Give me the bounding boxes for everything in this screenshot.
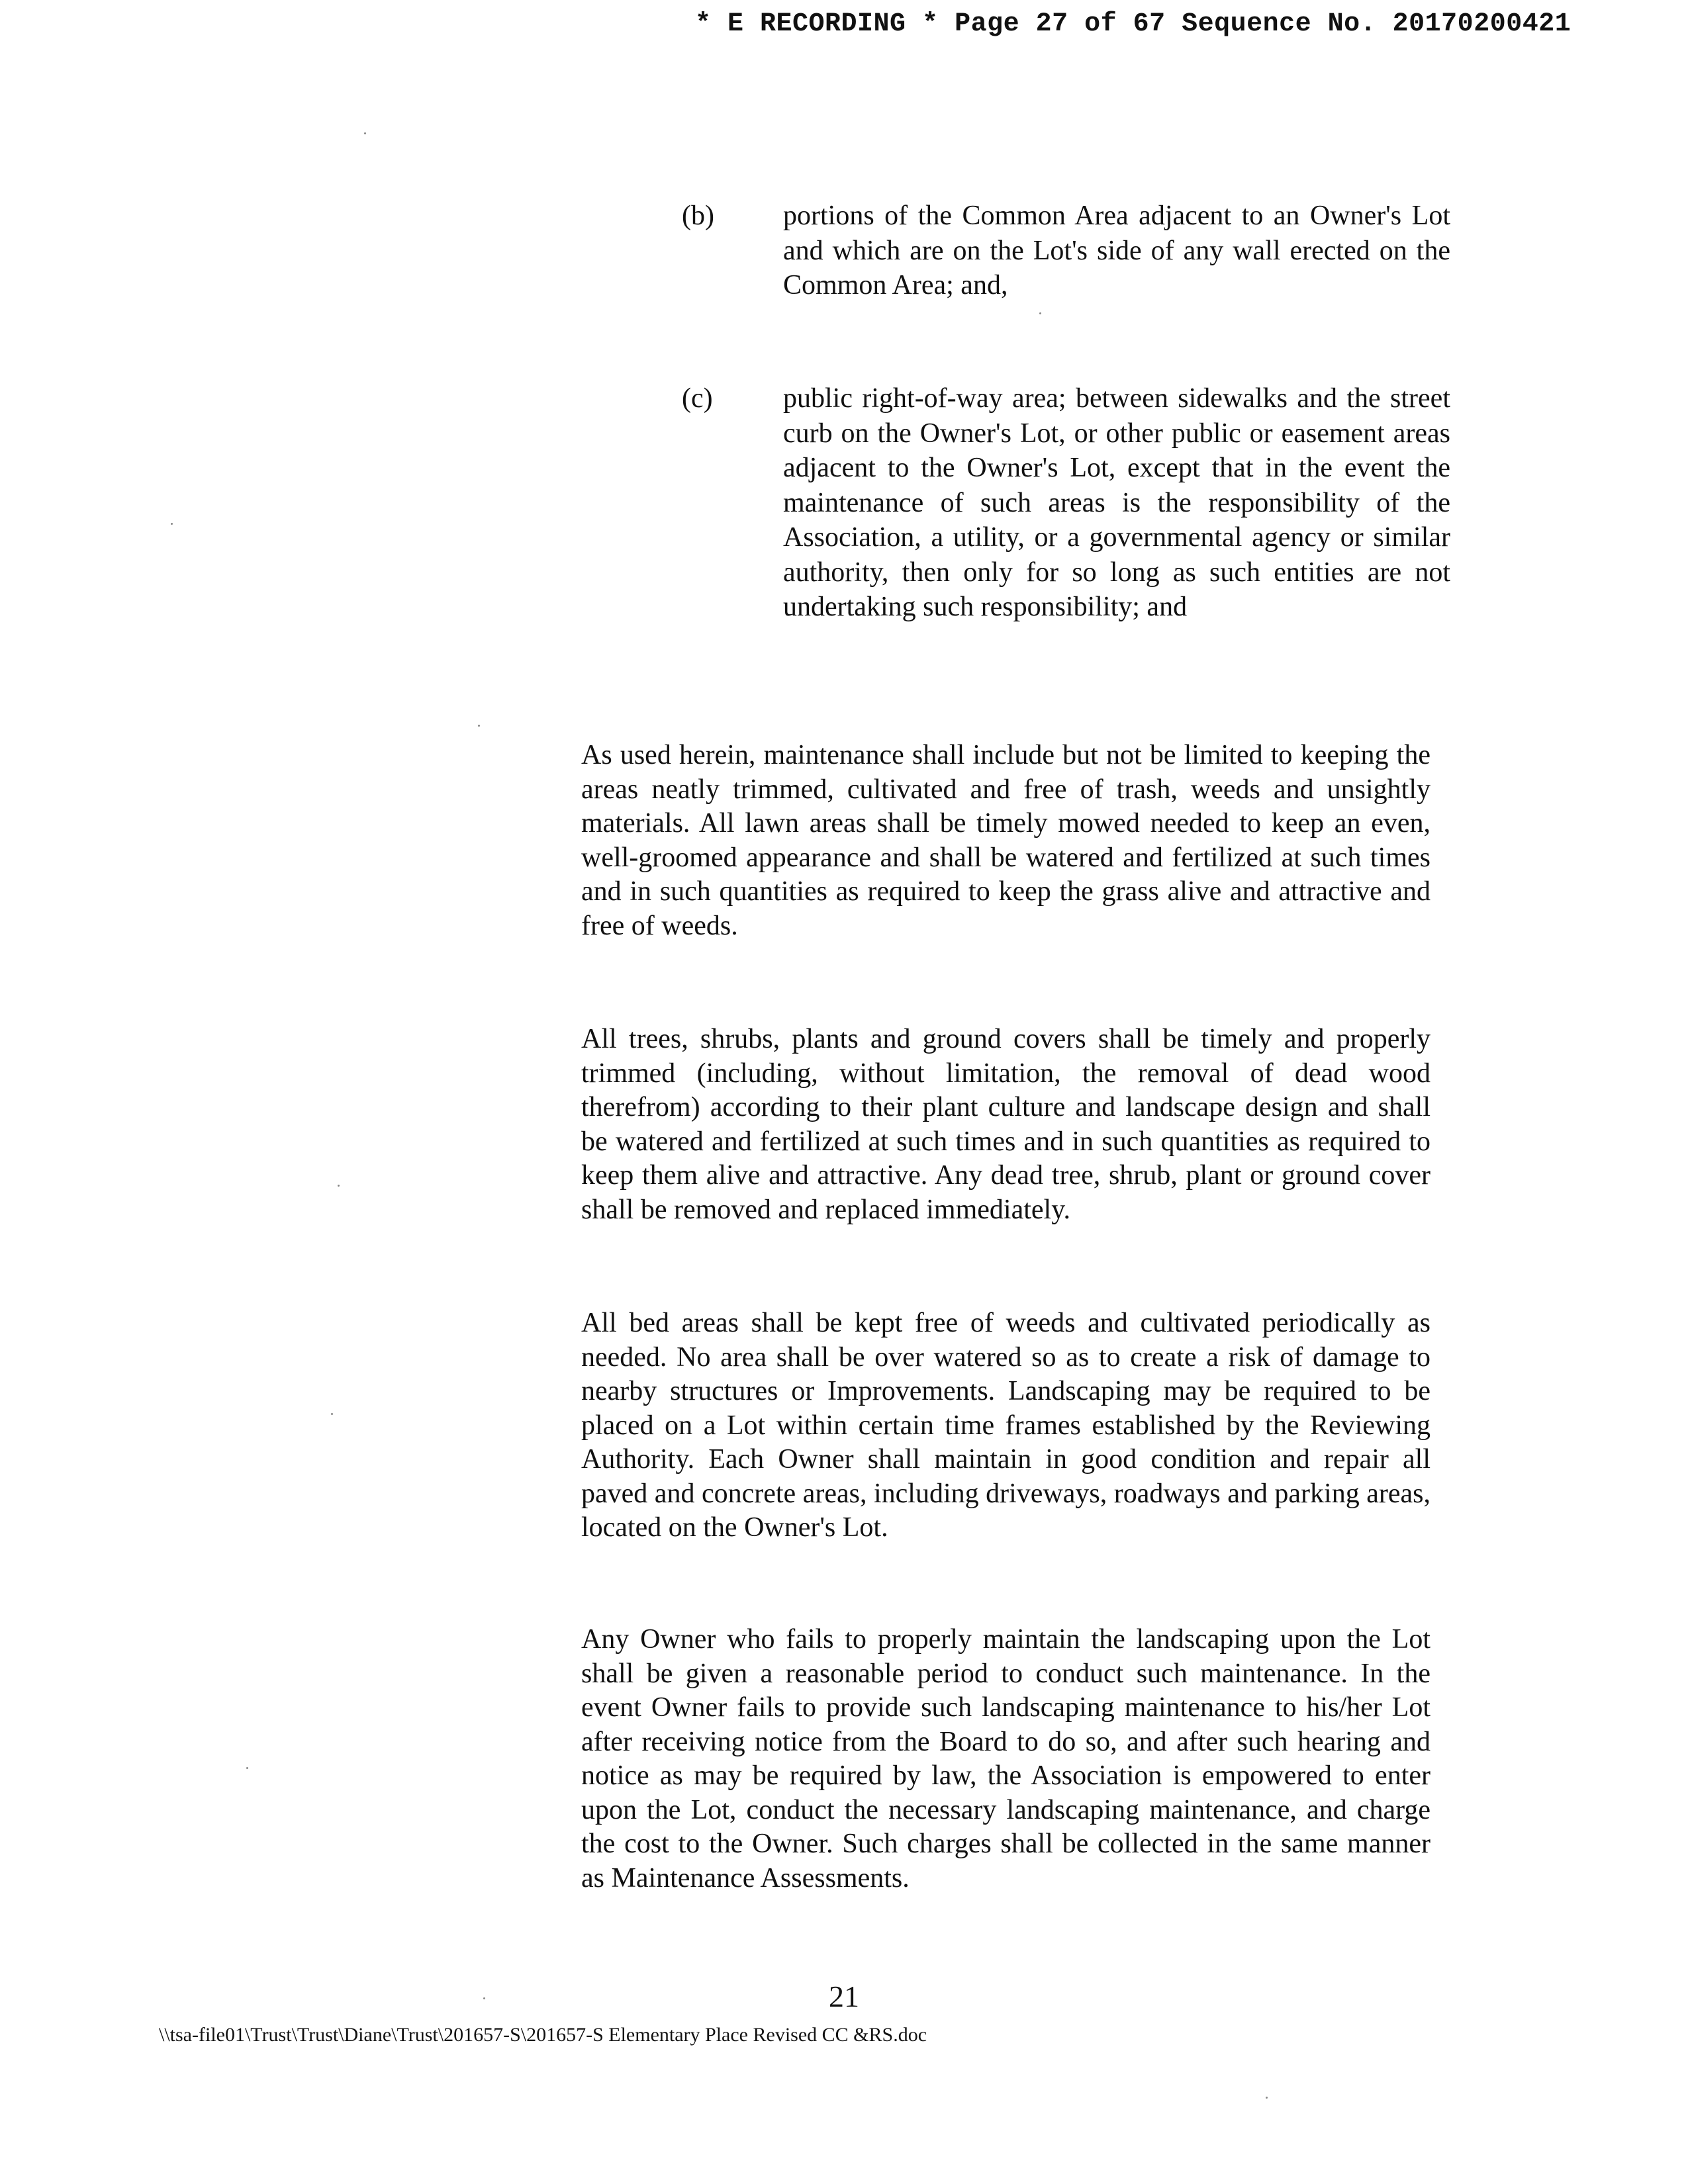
recording-header: * E RECORDING * Page 27 of 67 Sequence No. 20170200421 <box>695 9 1571 39</box>
footer-file-path: \\tsa-file01\Trust\Trust\Diane\Trust\201657-S\201657-S Elementary Place Revised CC &RS.doc <box>159 2024 927 2046</box>
item-label: (c) <box>682 383 713 414</box>
scan-speck <box>1039 312 1041 314</box>
scan-speck <box>478 725 480 727</box>
item-label: (b) <box>682 201 714 231</box>
scan-speck <box>246 1767 248 1769</box>
paragraph-maintenance-definition: As used herein, maintenance shall include but not be limited to keeping the areas neatly trimmed, cultivated and free of trash, weeds and unsightly materials. All lawn areas shall be timely mowed needed to keep an even, well-groomed appearance and shall be watered and fertilized at such times and in such quantities as required to keep the grass alive and attractive and free of weeds. <box>581 740 1430 941</box>
scan-speck <box>331 1413 333 1415</box>
item-text: public right-of-way area; between sidewalks and the street curb on the Owner's Lot, or other public or easement areas adjacent to the Owner's Lot, except that in the event the maintenance of such areas is the responsibility of the Association, a utility, or a governmental agency or similar authority, then only for so long as such entities are not undertaking such responsibility; and <box>783 383 1450 622</box>
paragraph-owner-failure: Any Owner who fails to properly maintain the landscaping upon the Lot shall be given a reasonable period to conduct such maintenance. In the event Owner fails to provide such landscaping maintenance to his/her Lot after receiving notice from the Board to do so, and after such hearing and notice as may be required by law, the Association is empowered to enter upon the Lot, conduct the necessary landscaping maintenance, and charge the cost to the Owner. Such charges shall be collected in the same manner as Maintenance Assessments. <box>581 1624 1430 1893</box>
page-number: 21 <box>829 1979 859 2013</box>
scan-speck <box>483 1997 485 1999</box>
item-text: portions of the Common Area adjacent to an Owner's Lot and which are on the Lot's side of any wall erected on the Common Area; and, <box>783 201 1450 300</box>
scan-speck <box>1266 2097 1268 2099</box>
scan-speck <box>364 132 366 134</box>
scan-speck <box>338 1185 340 1187</box>
paragraph-bed-areas: All bed areas shall be kept free of weeds and cultivated periodically as needed. No area shall be over watered so as to create a risk of damage to nearby structures or Improvements. Landscaping may be required to be placed on a Lot within certain time frames established by the Reviewing Authority. Each Owner shall maintain in good condition and repair all paved and concrete areas, including driveways, roadways and parking areas, located on the Owner's Lot. <box>581 1308 1430 1543</box>
paragraph-trees-shrubs: All trees, shrubs, plants and ground covers shall be timely and properly trimmed (including, without limitation, the removal of dead wood therefrom) according to their plant culture and landscape design and shall be watered and fertilized at such times and in such quantities as required to keep them alive and attractive. Any dead tree, shrub, plant or ground cover shall be removed and replaced immediately. <box>581 1024 1430 1225</box>
scan-speck <box>171 523 173 525</box>
